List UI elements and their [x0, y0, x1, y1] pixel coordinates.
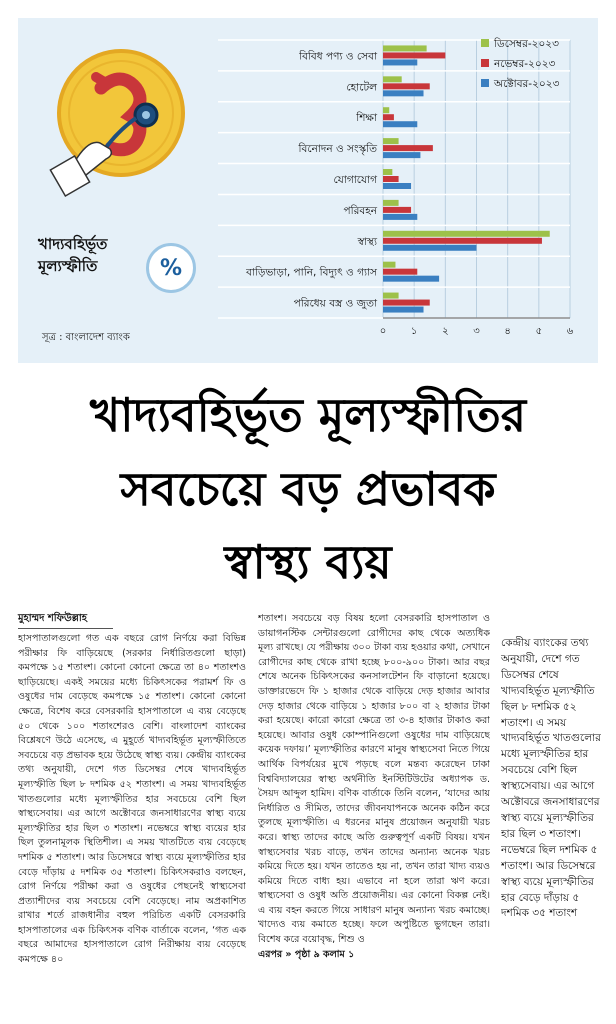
category-label: বাড়িভাড়া, পানি, বিদ্যুৎ ও গ্যাস — [246, 266, 377, 279]
bar — [383, 307, 424, 313]
legend-label: ডিসেম্বর-২০২৩ — [494, 38, 559, 50]
category-label: পরিধেয় বস্ত্র ও জুতা — [293, 297, 377, 310]
article-column-2 — [258, 612, 490, 1012]
x-tick-label: ৪ — [504, 326, 511, 337]
bar — [383, 107, 389, 113]
article-column-1 — [18, 632, 246, 1012]
category-label: স্বাস্থ্য — [357, 235, 377, 248]
category-label: বিনোদন ও সংস্কৃতি — [298, 143, 377, 156]
article-column-2-text: শতাংশ। সবচেয়ে বড় বিষয় হলো বেসরকারি হাসপাতাল ও ডায়াগনস্টিক সেন্টারগুলো রোগীদের কাছ থেকে অত্যধিক মূল্য রাখছে। যে পরীক্ষায় ৩০০ টাকা ব্যয় হওয়ার কথা, সেখানে রোগীদের কাছ থেকে রাখা হচ্ছে ৮০০-৯০০ টাকা। আর বছর শেষে অনেক চিকিৎসকের কনসালটেশন ফি বাড়ানো হয়েছে। ডাক্তারভেদে ফি ১ হাজার থেকে বাড়িয়ে দেড় হাজার আবার দেড় হাজার থেকে বাড়িয়ে ১ হাজার ৮০০ বা ২ হাজার টাকা করা হয়েছে। কারো কারো ক্ষেত্রে তা ৩-৪ হাজার টাকাও করা হয়েছে। আবার ওষুধ কোম্পানিগুলো ওষুধের দাম বাড়িয়েছে কয়েক দফায়।’ মূল্যস্ফীতির কারণে মানুষ স্বাস্থ্যসেবা নিতে গিয়ে আর্থিক বিপর্যয়ের মুখে পড়ছে বলে মন্তব্য করেছেন ঢাকা বিশ্ববিদ্যালয়ের স্বাস্থ্য অর্থনীতি ইনস্টিটিউটের অধ্যাপক ড. সৈয়দ আব্দুল হামিদ। বণিক বার্তাকে তিনি বলেন, ‘যাদের আয় নির্ধারিত ও সীমিত, তাদের জীবনযাপনকে অনেক কঠিন করে তুলছে মূল্যস্ফীতি। এ ধরনের মানুষ প্রয়োজন অনুযায়ী খরচ করে। স্বাস্থ্য তাদের কাছে অতি গুরুত্বপূর্ণ একটি বিষয়। যখন স্বাস্থ্যসেবার খরচ বাড়ে, তখন তাদের অন্যান্য অনেক খরচ কমিয়ে দিতে হয়। যখন তাতেও হয় না, তখন তারা খাদ্য ব্যয়ও কমিয়ে দিতে বাধ্য হয়। এভাবে না হলে তারা ঋণ করে। স্বাস্থ্যসেবা ও ওষুধ অতি প্রয়োজনীয়। এর কোনো বিকল্প নেই। এ ব্যয় বহন করতে গিয়ে সাধারণ মানুষ অন্যান্য খরচ কমাচ্ছে। খাদ্যেও ব্যয় কমাতে হচ্ছে। ফলে অপুষ্টিতে ভুগছেন তারা। বিশেষ করে বয়োবৃদ্ধ, শিশু ও — [258, 613, 490, 946]
byline-divider — [18, 628, 113, 629]
bar — [383, 269, 417, 275]
bar — [383, 90, 424, 96]
category-label: পরিবহন — [343, 204, 377, 217]
infographic-panel — [18, 18, 598, 363]
article-column-1-text: হাসপাতালগুলো গত এক বছরে রোগ নির্ণয়ে করা বিভিন্ন পরীক্ষার ফি বাড়িয়েছে (সরকার নির্ধারিতগুলো ছাড়া) কমপক্ষে ১৫ শতাংশ। কোনো কোনো ক্ষেত্রে তা ৪০ শতাংশও ছাড়িয়েছে। একই সময়ের মধ্যে চিকিৎসকের পরামর্শ ফি ও ওষুধের দাম বেড়েছে কমপক্ষে ১৫ শতাংশ। কোনো কোনো ক্ষেত্রে, বিশেষ করে বেসরকারি হাসপাতালে এ ব্যয় বেড়েছে ৫০ থেকে ১০০ শতাংশেরও বেশি। বাংলাদেশ ব্যাংকের বিশ্লেষণে উঠে এসেছে, এ মুহূর্তে খাদ্যবহির্ভূত মূল্যস্ফীতিতে সবচেয়ে বড় প্রভাবক হয়ে উঠেছে স্বাস্থ্য ব্যয়। কেন্দ্রীয় ব্যাংকের তথ্য অনুযায়ী, দেশে গত ডিসেম্বর শেষে খাদ্যবহির্ভূত মূল্যস্ফীতি ছিল ৮ দশমিক ৫২ শতাংশ। এ সময় খাদ্যবহির্ভূত খাতগুলোর মধ্যে মূল্যস্ফীতির হার সবচেয়ে বেশি ছিল স্বাস্থ্যসেবায়। এর আগে অক্টোবরে জনসাধারণের স্বাস্থ্য ব্যয়ে মূল্যস্ফীতির হার ছিল ৩ শতাংশ। নভেম্বরে স্বাস্থ্য ব্যয়ের হার ছিল তুলনামূলক স্থিতিশীল। এ সময় খাতটিতে ব্যয় বেড়েছে দশমিক ৫ শতাংশ। আর ডিসেম্বরে স্বাস্থ্য ব্যয়ে মূল্যস্ফীতির হার বেড়ে দাঁড়ায় ৫ দশমিক ৩৫ শতাংশ। চিকিৎসকরাও বলছেন, রোগ নির্ণয়ে পরীক্ষা করা ও ওষুধের পেছনেই স্বাস্থ্যসেবা প্রত্যাশীদের ব্যয় সবচেয়ে বেশি বেড়েছে। নাম অপ্রকাশিত রাখার শর্তে রাজধানীর বহুল পরিচিত একটি বেসরকারি হাসপাতালের এক চিকিৎসক বণিক বার্তাকে বলেন, ‘গত এক বছরে আমাদের হাসপাতালে রোগ নিরীক্ষায় ব্যয় বেড়েছে কমপক্ষে ৪০ — [18, 633, 246, 966]
legend-label: নভেম্বর-২০২৩ — [494, 58, 556, 70]
article-column-3-text: কেন্দ্রীয় ব্যাংকের তথ্য অনুযায়ী, দেশে গত ডিসেম্বর শেষে খাদ্যবহির্ভূত মূল্যস্ফীতি ছিল ৮ দশমিক ৫২ শতাংশ। এ সময় খাদ্যবহির্ভূত খাতগুলোর মধ্যে মূল্যস্ফীতির হার সবচেয়ে বেশি ছিল স্বাস্থ্যসেবায়। এর আগে অক্টোবরে জনসাধারণের স্বাস্থ্য ব্যয়ে মূল্যস্ফীতির হার ছিল ৩ শতাংশ। নভেম্বরে ছিল দশমিক ৫ শতাংশ। আর ডিসেম্বরে স্বাস্থ্য ব্যয়ে মূল্যস্ফীতির হার বেড়ে দাঁড়ায় ৫ দশমিক ৩৫ শতাংশ — [501, 637, 601, 920]
legend-swatch — [481, 39, 489, 47]
legend-swatch — [481, 79, 489, 87]
byline: মুহাম্মদ শফিউল্লাহ — [18, 613, 88, 624]
legend-label: অক্টোবর-২০২৩ — [494, 78, 560, 90]
bar — [383, 114, 394, 120]
bar — [383, 83, 430, 89]
bar — [383, 45, 427, 51]
bar — [383, 207, 411, 213]
bar — [383, 138, 399, 144]
x-tick-label: ১ — [410, 326, 418, 337]
bar — [383, 169, 392, 175]
continued-on-link[interactable]: এরপর » পৃষ্ঠা ৯ কলাম ১ — [258, 948, 355, 960]
bar — [383, 121, 417, 127]
headline-line3: স্বাস্থ্য ব্যয় — [224, 535, 392, 589]
article-column-3 — [501, 636, 601, 1012]
bar — [383, 176, 399, 182]
bar — [383, 152, 420, 158]
x-tick-label: ৩ — [473, 326, 480, 337]
bar — [383, 183, 411, 189]
bar — [383, 214, 417, 220]
bar — [383, 59, 417, 65]
bar — [383, 231, 550, 237]
bar — [383, 293, 399, 299]
bar — [383, 145, 433, 151]
article-body — [18, 612, 602, 1012]
bar — [383, 52, 445, 58]
x-tick-label: ৬ — [566, 326, 574, 337]
infographic-title-line1: খাদ্যবহির্ভূত — [38, 235, 108, 253]
bar — [383, 238, 542, 244]
infographic-title-line2: মূল্যস্ফীতি — [38, 257, 98, 275]
legend-swatch — [481, 59, 489, 67]
bar-chart — [18, 18, 598, 363]
x-tick-label: ০ — [379, 326, 387, 337]
bar — [383, 245, 477, 251]
bar — [383, 276, 439, 282]
source-note: সূত্র : বাংলাদেশ ব্যাংক — [42, 332, 130, 343]
bar — [383, 200, 399, 206]
headline-line2: সবচেয়ে বড় প্রভাবক — [120, 462, 496, 516]
percent-badge-icon: % — [146, 243, 196, 293]
headline — [0, 378, 616, 598]
category-label: হোটেল — [346, 81, 377, 94]
category-label: বিবিধ পণ্য ও সেবা — [299, 50, 377, 63]
x-tick-label: ২ — [442, 326, 449, 337]
headline-line1: খাদ্যবহির্ভূত মূল্যস্ফীতির — [89, 388, 527, 442]
category-label: শিক্ষা — [356, 112, 377, 125]
bar — [383, 76, 402, 82]
category-label: যোগাযোগ — [333, 174, 377, 186]
bar — [383, 300, 430, 306]
x-tick-label: ৫ — [535, 326, 543, 337]
bar — [383, 262, 395, 268]
